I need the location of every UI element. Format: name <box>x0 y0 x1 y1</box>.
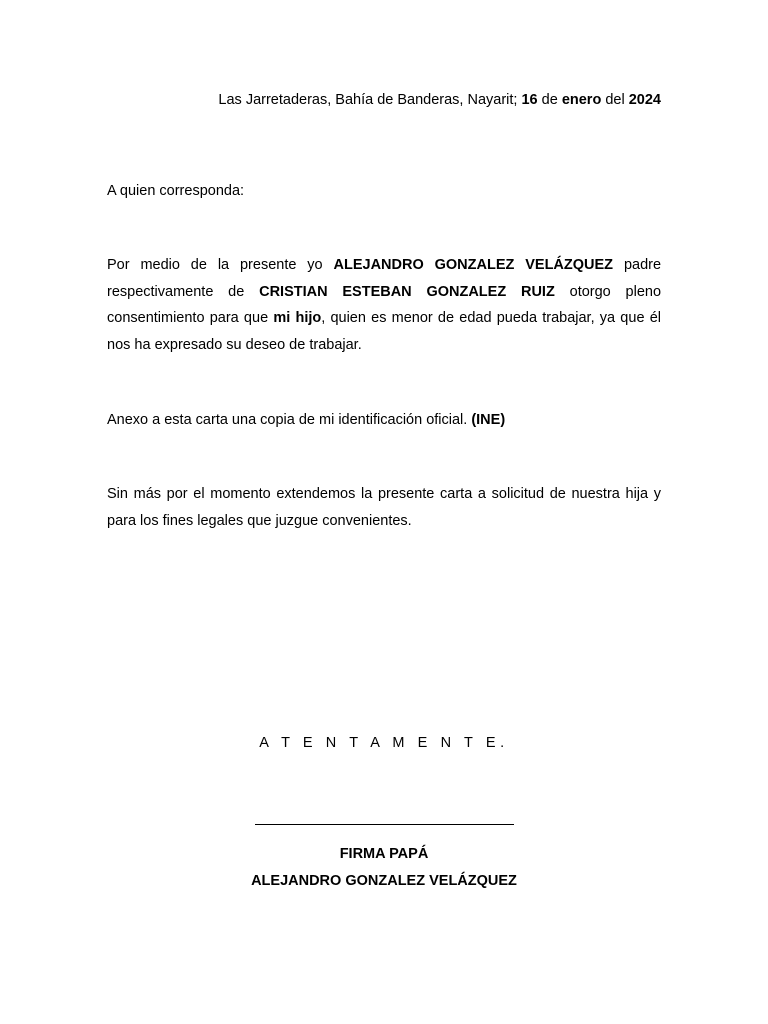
date-location: Las Jarretaderas, Bahía de Banderas, Nayarit; <box>218 92 518 108</box>
date-de: de <box>541 92 558 108</box>
child-name: CRISTIAN ESTEBAN GONZALEZ RUIZ <box>259 283 555 300</box>
consent-paragraph <box>107 252 661 359</box>
signature-line <box>255 824 514 825</box>
date-month: enero <box>561 92 602 108</box>
date-year: 2024 <box>628 92 661 108</box>
attachment-text: Anexo a esta carta una copia de mi identificación oficial. <box>107 412 468 428</box>
parent-name: ALEJANDRO GONZALEZ VELÁZQUEZ <box>333 257 614 273</box>
date-day: 16 <box>521 92 538 108</box>
id-type: (INE) <box>471 412 506 428</box>
signature-caption: FIRMA PAPÁ <box>339 846 429 862</box>
consent-text-1: Por medio de la presente yo <box>107 257 323 273</box>
signature-name: ALEJANDRO GONZALEZ VELÁZQUEZ <box>251 873 517 889</box>
closing-paragraph: Sin más por el momento extendemos la presente carta a solicitud de nuestra hija y para los fines legales que juzgue convenientes. <box>107 486 661 529</box>
consent-text-2: padre respectivamente de <box>107 257 662 300</box>
attachment-paragraph <box>107 407 661 433</box>
greeting: A quien corresponda: <box>107 183 245 199</box>
date-line <box>218 90 661 110</box>
closing-salutation: A T E N T A M E N T E. <box>259 735 509 751</box>
relation: mi hijo <box>273 310 322 327</box>
consent-text-4: , quien es menor de edad pueda trabajar, ya que él nos ha expresado su deseo de trabajar. <box>107 310 661 354</box>
date-del: del <box>605 92 625 108</box>
consent-text-3: otorgo pleno consentimiento para que <box>107 283 662 327</box>
